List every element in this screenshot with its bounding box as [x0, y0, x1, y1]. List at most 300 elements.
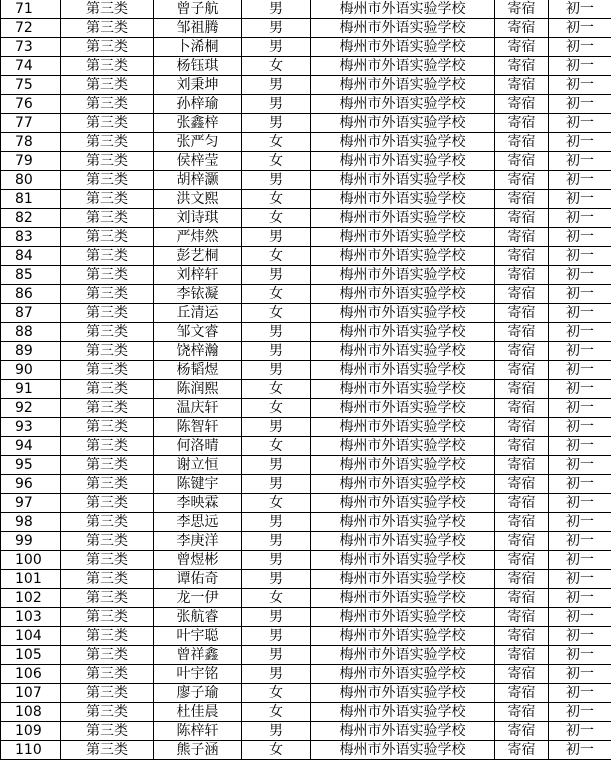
cell-grade: 初一 [549, 475, 611, 494]
cell-category: 第三类 [61, 190, 154, 209]
cell-student-name: 陈梓轩 [154, 722, 242, 741]
cell-grade: 初一 [549, 38, 611, 57]
cell-student-name: 廖子瑜 [154, 684, 242, 703]
cell-student-name: 谢立恒 [154, 456, 242, 475]
cell-gender: 女 [242, 437, 311, 456]
cell-boarding-status: 寄宿 [495, 266, 549, 285]
cell-category: 第三类 [61, 456, 154, 475]
cell-grade: 初一 [549, 627, 611, 646]
cell-gender: 男 [242, 646, 311, 665]
cell-gender: 男 [242, 171, 311, 190]
cell-row-number: 89 [1, 342, 61, 361]
cell-boarding-status: 寄宿 [495, 247, 549, 266]
cell-grade: 初一 [549, 646, 611, 665]
cell-school-name: 梅州市外语实验学校 [311, 532, 495, 551]
cell-row-number: 77 [1, 114, 61, 133]
cell-gender: 女 [242, 589, 311, 608]
cell-student-name: 张鑫梓 [154, 114, 242, 133]
table-row [1, 285, 611, 304]
cell-school-name: 梅州市外语实验学校 [311, 171, 495, 190]
cell-boarding-status: 寄宿 [495, 437, 549, 456]
table-row [1, 532, 611, 551]
cell-category: 第三类 [61, 95, 154, 114]
cell-gender: 男 [242, 19, 311, 38]
cell-category: 第三类 [61, 38, 154, 57]
cell-student-name: 丘清运 [154, 304, 242, 323]
cell-student-name: 陈润熙 [154, 380, 242, 399]
cell-grade: 初一 [549, 152, 611, 171]
cell-row-number: 73 [1, 38, 61, 57]
cell-category: 第三类 [61, 475, 154, 494]
cell-category: 第三类 [61, 76, 154, 95]
cell-category: 第三类 [61, 361, 154, 380]
cell-school-name: 梅州市外语实验学校 [311, 437, 495, 456]
cell-category: 第三类 [61, 228, 154, 247]
cell-student-name: 陈键宇 [154, 475, 242, 494]
table-row [1, 266, 611, 285]
cell-row-number: 104 [1, 627, 61, 646]
cell-school-name: 梅州市外语实验学校 [311, 285, 495, 304]
cell-boarding-status: 寄宿 [495, 513, 549, 532]
cell-gender: 女 [242, 703, 311, 722]
cell-student-name: 彭艺桐 [154, 247, 242, 266]
cell-school-name: 梅州市外语实验学校 [311, 494, 495, 513]
table-row [1, 418, 611, 437]
cell-category: 第三类 [61, 342, 154, 361]
cell-grade: 初一 [549, 703, 611, 722]
cell-boarding-status: 寄宿 [495, 722, 549, 741]
cell-gender: 男 [242, 228, 311, 247]
cell-boarding-status: 寄宿 [495, 703, 549, 722]
cell-row-number: 75 [1, 76, 61, 95]
cell-category: 第三类 [61, 551, 154, 570]
table-row [1, 228, 611, 247]
cell-grade: 初一 [549, 494, 611, 513]
cell-category: 第三类 [61, 722, 154, 741]
cell-school-name: 梅州市外语实验学校 [311, 570, 495, 589]
cell-category: 第三类 [61, 684, 154, 703]
cell-row-number: 91 [1, 380, 61, 399]
cell-row-number: 96 [1, 475, 61, 494]
cell-gender: 女 [242, 304, 311, 323]
cell-row-number: 81 [1, 190, 61, 209]
cell-grade: 初一 [549, 684, 611, 703]
table-row [1, 19, 611, 38]
cell-gender: 男 [242, 76, 311, 95]
cell-row-number: 84 [1, 247, 61, 266]
cell-boarding-status: 寄宿 [495, 304, 549, 323]
table-row [1, 741, 611, 760]
cell-gender: 男 [242, 323, 311, 342]
cell-category: 第三类 [61, 152, 154, 171]
cell-school-name: 梅州市外语实验学校 [311, 513, 495, 532]
cell-student-name: 洪文熙 [154, 190, 242, 209]
cell-row-number: 87 [1, 304, 61, 323]
cell-gender: 女 [242, 494, 311, 513]
cell-boarding-status: 寄宿 [495, 114, 549, 133]
cell-boarding-status: 寄宿 [495, 418, 549, 437]
table-row [1, 209, 611, 228]
cell-category: 第三类 [61, 494, 154, 513]
table-row [1, 361, 611, 380]
table-row [1, 304, 611, 323]
cell-boarding-status: 寄宿 [495, 0, 549, 19]
cell-category: 第三类 [61, 209, 154, 228]
cell-gender: 女 [242, 380, 311, 399]
cell-school-name: 梅州市外语实验学校 [311, 456, 495, 475]
table-row [1, 684, 611, 703]
cell-category: 第三类 [61, 285, 154, 304]
cell-gender: 男 [242, 608, 311, 627]
cell-grade: 初一 [549, 437, 611, 456]
cell-grade: 初一 [549, 665, 611, 684]
cell-grade: 初一 [549, 190, 611, 209]
cell-category: 第三类 [61, 570, 154, 589]
cell-row-number: 106 [1, 665, 61, 684]
table-row [1, 475, 611, 494]
cell-school-name: 梅州市外语实验学校 [311, 0, 495, 19]
cell-row-number: 108 [1, 703, 61, 722]
cell-row-number: 95 [1, 456, 61, 475]
cell-school-name: 梅州市外语实验学校 [311, 418, 495, 437]
table-row [1, 703, 611, 722]
cell-gender: 男 [242, 38, 311, 57]
cell-gender: 男 [242, 475, 311, 494]
cell-student-name: 何洛晴 [154, 437, 242, 456]
cell-category: 第三类 [61, 418, 154, 437]
cell-student-name: 刘梓轩 [154, 266, 242, 285]
cell-student-name: 陈智轩 [154, 418, 242, 437]
table-row [1, 114, 611, 133]
cell-category: 第三类 [61, 608, 154, 627]
cell-grade: 初一 [549, 95, 611, 114]
cell-gender: 男 [242, 722, 311, 741]
cell-row-number: 71 [1, 0, 61, 19]
cell-boarding-status: 寄宿 [495, 551, 549, 570]
cell-student-name: 张严匀 [154, 133, 242, 152]
cell-grade: 初一 [549, 247, 611, 266]
cell-school-name: 梅州市外语实验学校 [311, 399, 495, 418]
cell-boarding-status: 寄宿 [495, 665, 549, 684]
table-row [1, 323, 611, 342]
cell-student-name: 刘诗琪 [154, 209, 242, 228]
cell-boarding-status: 寄宿 [495, 76, 549, 95]
cell-category: 第三类 [61, 532, 154, 551]
cell-school-name: 梅州市外语实验学校 [311, 38, 495, 57]
roster-body [1, 0, 611, 760]
table-row [1, 608, 611, 627]
cell-category: 第三类 [61, 304, 154, 323]
cell-row-number: 103 [1, 608, 61, 627]
cell-row-number: 86 [1, 285, 61, 304]
table-row [1, 513, 611, 532]
cell-grade: 初一 [549, 57, 611, 76]
table-row [1, 551, 611, 570]
cell-row-number: 85 [1, 266, 61, 285]
cell-gender: 女 [242, 741, 311, 760]
cell-student-name: 邹文睿 [154, 323, 242, 342]
cell-student-name: 李映霖 [154, 494, 242, 513]
cell-gender: 男 [242, 665, 311, 684]
cell-student-name: 胡梓灏 [154, 171, 242, 190]
cell-category: 第三类 [61, 437, 154, 456]
table-row [1, 627, 611, 646]
cell-student-name: 熊子涵 [154, 741, 242, 760]
table-row [1, 570, 611, 589]
cell-gender: 女 [242, 399, 311, 418]
cell-school-name: 梅州市外语实验学校 [311, 608, 495, 627]
cell-category: 第三类 [61, 665, 154, 684]
cell-row-number: 88 [1, 323, 61, 342]
cell-gender: 男 [242, 532, 311, 551]
cell-grade: 初一 [549, 171, 611, 190]
cell-row-number: 107 [1, 684, 61, 703]
cell-category: 第三类 [61, 19, 154, 38]
cell-student-name: 谭佑奇 [154, 570, 242, 589]
cell-grade: 初一 [549, 0, 611, 19]
cell-boarding-status: 寄宿 [495, 38, 549, 57]
cell-student-name: 刘秉坤 [154, 76, 242, 95]
cell-gender: 女 [242, 57, 311, 76]
table-row [1, 152, 611, 171]
cell-school-name: 梅州市外语实验学校 [311, 684, 495, 703]
cell-student-name: 叶宇聪 [154, 627, 242, 646]
cell-gender: 男 [242, 342, 311, 361]
cell-row-number: 76 [1, 95, 61, 114]
cell-student-name: 卜浠桐 [154, 38, 242, 57]
cell-grade: 初一 [549, 551, 611, 570]
cell-boarding-status: 寄宿 [495, 190, 549, 209]
table-row [1, 722, 611, 741]
cell-boarding-status: 寄宿 [495, 57, 549, 76]
cell-grade: 初一 [549, 114, 611, 133]
cell-school-name: 梅州市外语实验学校 [311, 209, 495, 228]
cell-row-number: 98 [1, 513, 61, 532]
cell-school-name: 梅州市外语实验学校 [311, 152, 495, 171]
cell-school-name: 梅州市外语实验学校 [311, 627, 495, 646]
cell-school-name: 梅州市外语实验学校 [311, 190, 495, 209]
table-row [1, 0, 611, 19]
cell-category: 第三类 [61, 627, 154, 646]
cell-school-name: 梅州市外语实验学校 [311, 57, 495, 76]
cell-student-name: 李铱凝 [154, 285, 242, 304]
cell-grade: 初一 [549, 323, 611, 342]
cell-gender: 男 [242, 513, 311, 532]
cell-category: 第三类 [61, 57, 154, 76]
cell-boarding-status: 寄宿 [495, 152, 549, 171]
cell-gender: 女 [242, 209, 311, 228]
cell-boarding-status: 寄宿 [495, 684, 549, 703]
cell-school-name: 梅州市外语实验学校 [311, 380, 495, 399]
table-row [1, 95, 611, 114]
cell-row-number: 105 [1, 646, 61, 665]
cell-school-name: 梅州市外语实验学校 [311, 589, 495, 608]
cell-boarding-status: 寄宿 [495, 285, 549, 304]
table-row [1, 589, 611, 608]
table-row [1, 171, 611, 190]
cell-grade: 初一 [549, 399, 611, 418]
cell-boarding-status: 寄宿 [495, 627, 549, 646]
cell-grade: 初一 [549, 570, 611, 589]
table-row [1, 646, 611, 665]
table-row [1, 342, 611, 361]
cell-student-name: 温庆轩 [154, 399, 242, 418]
table-row [1, 665, 611, 684]
cell-school-name: 梅州市外语实验学校 [311, 323, 495, 342]
table-row [1, 399, 611, 418]
cell-gender: 男 [242, 418, 311, 437]
cell-school-name: 梅州市外语实验学校 [311, 266, 495, 285]
cell-student-name: 严炜然 [154, 228, 242, 247]
cell-student-name: 杜佳晨 [154, 703, 242, 722]
cell-grade: 初一 [549, 342, 611, 361]
cell-grade: 初一 [549, 228, 611, 247]
table-row [1, 456, 611, 475]
cell-gender: 男 [242, 456, 311, 475]
cell-row-number: 100 [1, 551, 61, 570]
cell-school-name: 梅州市外语实验学校 [311, 361, 495, 380]
cell-boarding-status: 寄宿 [495, 361, 549, 380]
cell-category: 第三类 [61, 513, 154, 532]
cell-category: 第三类 [61, 589, 154, 608]
cell-row-number: 94 [1, 437, 61, 456]
cell-row-number: 93 [1, 418, 61, 437]
cell-category: 第三类 [61, 133, 154, 152]
cell-boarding-status: 寄宿 [495, 133, 549, 152]
cell-row-number: 101 [1, 570, 61, 589]
cell-gender: 男 [242, 114, 311, 133]
cell-boarding-status: 寄宿 [495, 95, 549, 114]
cell-row-number: 109 [1, 722, 61, 741]
cell-row-number: 82 [1, 209, 61, 228]
cell-boarding-status: 寄宿 [495, 19, 549, 38]
cell-student-name: 杨韬煜 [154, 361, 242, 380]
cell-category: 第三类 [61, 399, 154, 418]
cell-row-number: 92 [1, 399, 61, 418]
cell-gender: 男 [242, 266, 311, 285]
cell-student-name: 曾子航 [154, 0, 242, 19]
cell-grade: 初一 [549, 76, 611, 95]
cell-row-number: 74 [1, 57, 61, 76]
cell-row-number: 102 [1, 589, 61, 608]
cell-category: 第三类 [61, 741, 154, 760]
cell-school-name: 梅州市外语实验学校 [311, 95, 495, 114]
cell-category: 第三类 [61, 0, 154, 19]
cell-row-number: 78 [1, 133, 61, 152]
cell-gender: 男 [242, 570, 311, 589]
cell-boarding-status: 寄宿 [495, 380, 549, 399]
table-row [1, 190, 611, 209]
cell-boarding-status: 寄宿 [495, 589, 549, 608]
cell-boarding-status: 寄宿 [495, 228, 549, 247]
cell-student-name: 曾煜彬 [154, 551, 242, 570]
cell-student-name: 孙梓瑜 [154, 95, 242, 114]
cell-category: 第三类 [61, 646, 154, 665]
cell-row-number: 80 [1, 171, 61, 190]
table-row [1, 380, 611, 399]
cell-school-name: 梅州市外语实验学校 [311, 342, 495, 361]
cell-gender: 女 [242, 133, 311, 152]
cell-row-number: 99 [1, 532, 61, 551]
cell-gender: 女 [242, 684, 311, 703]
table-row [1, 57, 611, 76]
cell-gender: 女 [242, 152, 311, 171]
cell-category: 第三类 [61, 380, 154, 399]
cell-grade: 初一 [549, 380, 611, 399]
cell-school-name: 梅州市外语实验学校 [311, 551, 495, 570]
cell-gender: 男 [242, 95, 311, 114]
cell-gender: 男 [242, 551, 311, 570]
cell-grade: 初一 [549, 608, 611, 627]
cell-boarding-status: 寄宿 [495, 342, 549, 361]
cell-student-name: 龙一伊 [154, 589, 242, 608]
table-row [1, 494, 611, 513]
cell-category: 第三类 [61, 171, 154, 190]
cell-grade: 初一 [549, 722, 611, 741]
cell-gender: 男 [242, 627, 311, 646]
cell-grade: 初一 [549, 19, 611, 38]
cell-student-name: 杨钰琪 [154, 57, 242, 76]
cell-row-number: 90 [1, 361, 61, 380]
cell-school-name: 梅州市外语实验学校 [311, 133, 495, 152]
cell-row-number: 79 [1, 152, 61, 171]
cell-school-name: 梅州市外语实验学校 [311, 228, 495, 247]
cell-boarding-status: 寄宿 [495, 494, 549, 513]
cell-gender: 男 [242, 0, 311, 19]
cell-student-name: 张航睿 [154, 608, 242, 627]
table-row [1, 76, 611, 95]
cell-student-name: 侯梓莹 [154, 152, 242, 171]
cell-school-name: 梅州市外语实验学校 [311, 703, 495, 722]
cell-grade: 初一 [549, 266, 611, 285]
cell-row-number: 83 [1, 228, 61, 247]
cell-boarding-status: 寄宿 [495, 209, 549, 228]
cell-student-name: 曾祥鑫 [154, 646, 242, 665]
cell-category: 第三类 [61, 247, 154, 266]
cell-school-name: 梅州市外语实验学校 [311, 665, 495, 684]
cell-school-name: 梅州市外语实验学校 [311, 646, 495, 665]
cell-gender: 女 [242, 285, 311, 304]
cell-grade: 初一 [549, 532, 611, 551]
cell-boarding-status: 寄宿 [495, 456, 549, 475]
cell-student-name: 李庚洋 [154, 532, 242, 551]
cell-category: 第三类 [61, 703, 154, 722]
cell-row-number: 110 [1, 741, 61, 760]
cell-gender: 男 [242, 361, 311, 380]
cell-category: 第三类 [61, 266, 154, 285]
cell-boarding-status: 寄宿 [495, 171, 549, 190]
cell-grade: 初一 [549, 209, 611, 228]
cell-gender: 女 [242, 247, 311, 266]
cell-boarding-status: 寄宿 [495, 323, 549, 342]
cell-boarding-status: 寄宿 [495, 608, 549, 627]
cell-school-name: 梅州市外语实验学校 [311, 741, 495, 760]
cell-grade: 初一 [549, 361, 611, 380]
cell-boarding-status: 寄宿 [495, 475, 549, 494]
cell-boarding-status: 寄宿 [495, 646, 549, 665]
cell-grade: 初一 [549, 418, 611, 437]
table-row [1, 38, 611, 57]
cell-grade: 初一 [549, 133, 611, 152]
cell-school-name: 梅州市外语实验学校 [311, 114, 495, 133]
cell-row-number: 97 [1, 494, 61, 513]
cell-gender: 女 [242, 190, 311, 209]
cell-boarding-status: 寄宿 [495, 532, 549, 551]
cell-category: 第三类 [61, 323, 154, 342]
cell-school-name: 梅州市外语实验学校 [311, 475, 495, 494]
cell-grade: 初一 [549, 304, 611, 323]
cell-boarding-status: 寄宿 [495, 570, 549, 589]
